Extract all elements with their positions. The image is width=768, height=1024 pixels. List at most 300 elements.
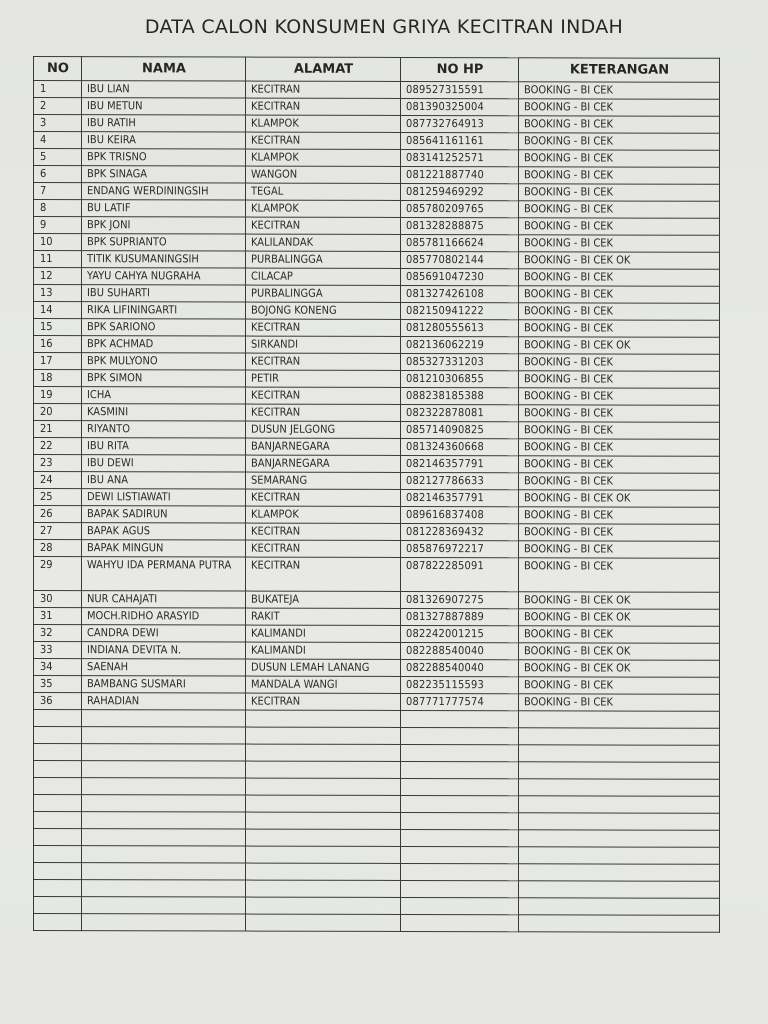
empty-cell — [401, 914, 519, 931]
cell-keterangan: BOOKING - BI CEK OK — [519, 490, 720, 508]
empty-cell — [34, 914, 82, 931]
table-row — [34, 166, 720, 185]
cell-keterangan: BOOKING - BI CEK OK — [519, 592, 720, 610]
cell-keterangan: BOOKING - BI CEK OK — [519, 660, 720, 678]
cell-keterangan: BOOKING - BI CEK — [519, 405, 720, 423]
cell-keterangan: BOOKING - BI CEK — [519, 201, 720, 219]
empty-cell — [82, 880, 246, 897]
empty-cell — [519, 915, 720, 933]
cell-keterangan: BOOKING - BI CEK — [519, 116, 720, 134]
cell-hp: 082150941222 — [401, 302, 519, 319]
table-row — [34, 132, 720, 151]
table-row — [34, 693, 720, 712]
customer-sheet — [33, 56, 719, 933]
empty-cell — [34, 795, 82, 812]
column-header-alamat: ALAMAT — [246, 57, 401, 81]
table-row — [34, 455, 720, 474]
cell-alamat: KECITRAN — [246, 557, 401, 591]
cell-no: 31 — [34, 608, 82, 625]
cell-no: 32 — [34, 625, 82, 642]
cell-alamat: BOJONG KONENG — [246, 302, 401, 319]
empty-cell — [401, 761, 519, 778]
cell-nama: BAPAK SADIRUN — [82, 506, 246, 523]
cell-no: 7 — [34, 183, 82, 200]
cell-keterangan: BOOKING - BI CEK — [519, 320, 720, 338]
cell-hp: 081259469292 — [401, 183, 519, 200]
cell-nama: RIKA LIFININGARTI — [82, 302, 246, 319]
empty-cell — [82, 761, 246, 778]
cell-no: 24 — [34, 472, 82, 489]
cell-nama: BPK SUPRIANTO — [82, 234, 246, 251]
table-row — [34, 353, 720, 372]
empty-cell — [82, 710, 246, 727]
cell-alamat: KECITRAN — [246, 404, 401, 421]
cell-alamat: KLAMPOK — [246, 506, 401, 523]
cell-nama: SAENAH — [82, 659, 246, 676]
cell-hp: 081280555613 — [401, 319, 519, 336]
cell-keterangan: BOOKING - BI CEK — [519, 235, 720, 253]
cell-hp: 081327426108 — [401, 285, 519, 302]
cell-hp: 081390325004 — [401, 98, 519, 115]
column-header-no: NO — [34, 57, 82, 81]
table-row — [34, 557, 720, 593]
cell-keterangan: BOOKING - BI CEK — [519, 354, 720, 372]
empty-cell — [401, 897, 519, 914]
cell-keterangan: BOOKING - BI CEK — [519, 388, 720, 406]
cell-hp: 082288540040 — [401, 642, 519, 659]
empty-cell — [82, 778, 246, 795]
cell-hp: 081228369432 — [401, 523, 519, 540]
cell-keterangan: BOOKING - BI CEK — [519, 473, 720, 491]
table-row — [34, 285, 720, 304]
empty-cell — [401, 778, 519, 795]
empty-cell — [34, 761, 82, 778]
cell-no: 16 — [34, 336, 82, 353]
cell-nama: YAYU CAHYA NUGRAHA — [82, 268, 246, 285]
cell-alamat: KALIMANDI — [246, 625, 401, 642]
empty-cell — [519, 813, 720, 831]
cell-nama: BPK TRISNO — [82, 149, 246, 166]
empty-cell — [82, 812, 246, 829]
empty-cell — [34, 744, 82, 761]
cell-hp: 089616837408 — [401, 506, 519, 523]
cell-keterangan: BOOKING - BI CEK — [519, 150, 720, 168]
cell-nama: IBU RITA — [82, 438, 246, 455]
empty-cell — [34, 710, 82, 727]
cell-nama: IBU RATIH — [82, 115, 246, 132]
cell-nama: BAMBANG SUSMARI — [82, 676, 246, 693]
cell-no: 34 — [34, 659, 82, 676]
cell-no: 23 — [34, 455, 82, 472]
empty-cell — [519, 830, 720, 848]
cell-hp: 082322878081 — [401, 404, 519, 421]
cell-no: 18 — [34, 370, 82, 387]
empty-row — [34, 812, 720, 831]
cell-nama: ICHA — [82, 387, 246, 404]
table-row — [34, 217, 720, 236]
column-header-hp: NO HP — [401, 57, 519, 81]
cell-nama: BPK ACHMAD — [82, 336, 246, 353]
table-row — [34, 81, 720, 100]
cell-hp: 082146357791 — [401, 489, 519, 506]
cell-no: 36 — [34, 693, 82, 710]
empty-cell — [519, 711, 720, 729]
empty-cell — [82, 863, 246, 880]
cell-hp: 081324360668 — [401, 438, 519, 455]
cell-hp: 085641161161 — [401, 132, 519, 149]
cell-nama: IBU SUHARTI — [82, 285, 246, 302]
cell-hp: 085780209765 — [401, 200, 519, 217]
cell-alamat: KECITRAN — [246, 98, 401, 115]
cell-no: 27 — [34, 523, 82, 540]
cell-alamat: KECITRAN — [246, 693, 401, 710]
table-row — [34, 472, 720, 491]
cell-hp: 081326907275 — [401, 591, 519, 608]
cell-no: 9 — [34, 217, 82, 234]
empty-cell — [401, 863, 519, 880]
cell-hp: 082146357791 — [401, 455, 519, 472]
cell-alamat: MANDALA WANGI — [246, 676, 401, 693]
cell-alamat: BANJARNEGARA — [246, 455, 401, 472]
empty-cell — [246, 897, 401, 914]
cell-keterangan: BOOKING - BI CEK — [519, 524, 720, 542]
cell-nama: NUR CAHAJATI — [82, 591, 246, 608]
cell-keterangan: BOOKING - BI CEK — [519, 439, 720, 457]
column-header-nama: NAMA — [82, 57, 246, 81]
cell-hp: 082235115593 — [401, 676, 519, 693]
empty-cell — [246, 727, 401, 744]
empty-cell — [34, 897, 82, 914]
cell-no: 22 — [34, 438, 82, 455]
table-row — [34, 506, 720, 525]
cell-keterangan: BOOKING - BI CEK — [519, 541, 720, 559]
empty-cell — [82, 795, 246, 812]
table-row — [34, 319, 720, 338]
empty-cell — [246, 914, 401, 931]
cell-no: 11 — [34, 251, 82, 268]
cell-keterangan: BOOKING - BI CEK — [519, 558, 720, 593]
table-row — [34, 98, 720, 117]
cell-alamat: KLAMPOK — [246, 149, 401, 166]
empty-cell — [34, 880, 82, 897]
cell-alamat: KECITRAN — [246, 540, 401, 557]
cell-alamat: CILACAP — [246, 268, 401, 285]
cell-nama: IBU METUN — [82, 98, 246, 115]
empty-cell — [519, 745, 720, 763]
table-row — [34, 200, 720, 219]
empty-cell — [519, 847, 720, 865]
cell-keterangan: BOOKING - BI CEK — [519, 99, 720, 117]
cell-alamat: KECITRAN — [246, 523, 401, 540]
empty-cell — [401, 727, 519, 744]
cell-hp: 085327331203 — [401, 353, 519, 370]
empty-row — [34, 710, 720, 729]
cell-hp: 085876972217 — [401, 540, 519, 557]
cell-nama: BAPAK AGUS — [82, 523, 246, 540]
empty-cell — [34, 846, 82, 863]
empty-cell — [401, 795, 519, 812]
empty-row — [34, 795, 720, 814]
cell-keterangan: BOOKING - BI CEK — [519, 269, 720, 287]
table-row — [34, 659, 720, 678]
empty-cell — [519, 728, 720, 746]
cell-keterangan: BOOKING - BI CEK — [519, 456, 720, 474]
empty-cell — [246, 710, 401, 727]
cell-hp: 081210306855 — [401, 370, 519, 387]
cell-alamat: DUSUN LEMAH LANANG — [246, 659, 401, 676]
cell-alamat: KALILANDAK — [246, 234, 401, 251]
cell-keterangan: BOOKING - BI CEK — [519, 422, 720, 440]
table-row — [34, 438, 720, 457]
cell-nama: BU LATIF — [82, 200, 246, 217]
cell-no: 8 — [34, 200, 82, 217]
cell-nama: TITIK KUSUMANINGSIH — [82, 251, 246, 268]
cell-no: 4 — [34, 132, 82, 149]
empty-row — [34, 727, 720, 746]
cell-hp: 085781166624 — [401, 234, 519, 251]
cell-hp: 082288540040 — [401, 659, 519, 676]
cell-keterangan: BOOKING - BI CEK — [519, 184, 720, 202]
cell-alamat: TEGAL — [246, 183, 401, 200]
cell-keterangan: BOOKING - BI CEK — [519, 677, 720, 695]
empty-cell — [82, 914, 246, 931]
cell-nama: IBU ANA — [82, 472, 246, 489]
cell-nama: BPK SIMON — [82, 370, 246, 387]
cell-keterangan: BOOKING - BI CEK — [519, 167, 720, 185]
cell-no: 13 — [34, 285, 82, 302]
cell-no: 6 — [34, 166, 82, 183]
empty-row — [34, 914, 720, 933]
cell-alamat: KECITRAN — [246, 489, 401, 506]
cell-nama: IBU DEWI — [82, 455, 246, 472]
cell-keterangan: BOOKING - BI CEK — [519, 82, 720, 100]
cell-keterangan: BOOKING - BI CEK — [519, 694, 720, 712]
cell-keterangan: BOOKING - BI CEK — [519, 303, 720, 321]
cell-alamat: KECITRAN — [246, 132, 401, 149]
cell-keterangan: BOOKING - BI CEK OK — [519, 252, 720, 270]
cell-alamat: BANJARNEGARA — [246, 438, 401, 455]
cell-hp: 081221887740 — [401, 166, 519, 183]
table-row — [34, 421, 720, 440]
empty-cell — [34, 812, 82, 829]
cell-alamat: KECITRAN — [246, 387, 401, 404]
empty-cell — [246, 761, 401, 778]
cell-alamat: PURBALINGGA — [246, 285, 401, 302]
cell-alamat: KLAMPOK — [246, 115, 401, 132]
table-row — [34, 404, 720, 423]
empty-cell — [246, 778, 401, 795]
column-header-keterangan: KETERANGAN — [519, 58, 720, 83]
table-row — [34, 336, 720, 355]
empty-cell — [519, 762, 720, 780]
table-body — [34, 81, 720, 933]
empty-row — [34, 778, 720, 797]
empty-cell — [519, 779, 720, 797]
customer-table — [33, 56, 720, 933]
cell-alamat: SIRKANDI — [246, 336, 401, 353]
cell-nama: KASMINI — [82, 404, 246, 421]
cell-hp: 089527315591 — [401, 81, 519, 98]
table-row — [34, 608, 720, 627]
cell-nama: DEWI LISTIAWATI — [82, 489, 246, 506]
cell-no: 20 — [34, 404, 82, 421]
empty-cell — [34, 778, 82, 795]
empty-cell — [246, 880, 401, 897]
cell-hp: 085714090825 — [401, 421, 519, 438]
cell-hp: 083141252571 — [401, 149, 519, 166]
cell-no: 30 — [34, 591, 82, 608]
cell-nama: BPK MULYONO — [82, 353, 246, 370]
cell-keterangan: BOOKING - BI CEK — [519, 507, 720, 525]
empty-row — [34, 863, 720, 882]
cell-nama: MOCH.RIDHO ARASYID — [82, 608, 246, 625]
cell-nama: RAHADIAN — [82, 693, 246, 710]
cell-nama: BPK SARIONO — [82, 319, 246, 336]
empty-cell — [401, 812, 519, 829]
table-row — [34, 302, 720, 321]
cell-nama: IBU KEIRA — [82, 132, 246, 149]
table-row — [34, 489, 720, 508]
cell-no: 1 — [34, 81, 82, 98]
empty-cell — [519, 796, 720, 814]
cell-hp: 087771777574 — [401, 693, 519, 710]
cell-hp: 085691047230 — [401, 268, 519, 285]
table-row — [34, 591, 720, 610]
table-row — [34, 540, 720, 559]
cell-keterangan: BOOKING - BI CEK OK — [519, 643, 720, 661]
cell-nama: RIYANTO — [82, 421, 246, 438]
cell-alamat: PURBALINGGA — [246, 251, 401, 268]
cell-alamat: PETIR — [246, 370, 401, 387]
table-row — [34, 676, 720, 695]
cell-alamat: KECITRAN — [246, 319, 401, 336]
table-row — [34, 642, 720, 661]
cell-no: 2 — [34, 98, 82, 115]
empty-cell — [401, 744, 519, 761]
empty-cell — [82, 744, 246, 761]
cell-keterangan: BOOKING - BI CEK — [519, 133, 720, 151]
empty-cell — [82, 846, 246, 863]
table-row — [34, 625, 720, 644]
cell-no: 35 — [34, 676, 82, 693]
table-row — [34, 149, 720, 168]
cell-nama: BPK SINAGA — [82, 166, 246, 183]
cell-keterangan: BOOKING - BI CEK — [519, 218, 720, 236]
empty-cell — [246, 795, 401, 812]
empty-cell — [519, 864, 720, 882]
cell-keterangan: BOOKING - BI CEK OK — [519, 609, 720, 627]
table-header-row — [34, 57, 720, 83]
empty-cell — [401, 846, 519, 863]
table-row — [34, 234, 720, 253]
cell-alamat: BUKATEJA — [246, 591, 401, 608]
cell-hp: 088238185388 — [401, 387, 519, 404]
empty-row — [34, 761, 720, 780]
empty-cell — [246, 744, 401, 761]
cell-no: 17 — [34, 353, 82, 370]
empty-cell — [34, 727, 82, 744]
cell-alamat: KALIMANDI — [246, 642, 401, 659]
cell-hp: 085770802144 — [401, 251, 519, 268]
cell-alamat: KECITRAN — [246, 217, 401, 234]
table-row — [34, 251, 720, 270]
cell-no: 15 — [34, 319, 82, 336]
cell-nama: BPK JONI — [82, 217, 246, 234]
table-row — [34, 370, 720, 389]
cell-no: 26 — [34, 506, 82, 523]
table-row — [34, 268, 720, 287]
cell-nama: CANDRA DEWI — [82, 625, 246, 642]
cell-hp: 082242001215 — [401, 625, 519, 642]
cell-keterangan: BOOKING - BI CEK — [519, 626, 720, 644]
cell-alamat: WANGON — [246, 166, 401, 183]
cell-no: 3 — [34, 115, 82, 132]
cell-hp: 087732764913 — [401, 115, 519, 132]
cell-alamat: SEMARANG — [246, 472, 401, 489]
empty-cell — [401, 829, 519, 846]
empty-cell — [401, 880, 519, 897]
cell-no: 28 — [34, 540, 82, 557]
empty-row — [34, 829, 720, 848]
cell-no: 14 — [34, 302, 82, 319]
cell-no: 10 — [34, 234, 82, 251]
cell-alamat: DUSUN JELGONG — [246, 421, 401, 438]
empty-cell — [82, 727, 246, 744]
cell-keterangan: BOOKING - BI CEK — [519, 286, 720, 304]
empty-cell — [246, 846, 401, 863]
empty-cell — [401, 710, 519, 727]
table-row — [34, 387, 720, 406]
empty-row — [34, 846, 720, 865]
cell-alamat: RAKIT — [246, 608, 401, 625]
table-row — [34, 115, 720, 134]
cell-no: 21 — [34, 421, 82, 438]
empty-cell — [82, 829, 246, 846]
page-title: DATA CALON KONSUMEN GRIYA KECITRAN INDAH — [144, 16, 624, 38]
empty-cell — [246, 863, 401, 880]
empty-cell — [519, 898, 720, 916]
cell-no: 5 — [34, 149, 82, 166]
table-row — [34, 523, 720, 542]
cell-keterangan: BOOKING - BI CEK — [519, 371, 720, 389]
empty-row — [34, 880, 720, 899]
cell-alamat: KLAMPOK — [246, 200, 401, 217]
cell-no: 29 — [34, 557, 82, 591]
cell-hp: 082136062219 — [401, 336, 519, 353]
cell-hp: 081327887889 — [401, 608, 519, 625]
empty-cell — [246, 829, 401, 846]
cell-nama: IBU LIAN — [82, 81, 246, 98]
cell-hp: 087822285091 — [401, 557, 519, 591]
cell-hp: 082127786633 — [401, 472, 519, 489]
cell-hp: 081328288875 — [401, 217, 519, 234]
empty-cell — [246, 812, 401, 829]
empty-cell — [82, 897, 246, 914]
cell-alamat: KECITRAN — [246, 353, 401, 370]
cell-alamat: KECITRAN — [246, 81, 401, 98]
empty-cell — [34, 829, 82, 846]
cell-no: 33 — [34, 642, 82, 659]
cell-nama: ENDANG WERDININGSIH — [82, 183, 246, 200]
cell-no: 25 — [34, 489, 82, 506]
cell-nama: INDIANA DEVITA N. — [82, 642, 246, 659]
empty-row — [34, 897, 720, 916]
empty-cell — [519, 881, 720, 899]
cell-nama: BAPAK MINGUN — [82, 540, 246, 557]
cell-no: 12 — [34, 268, 82, 285]
empty-cell — [34, 863, 82, 880]
cell-nama: WAHYU IDA PERMANA PUTRA — [82, 557, 246, 591]
